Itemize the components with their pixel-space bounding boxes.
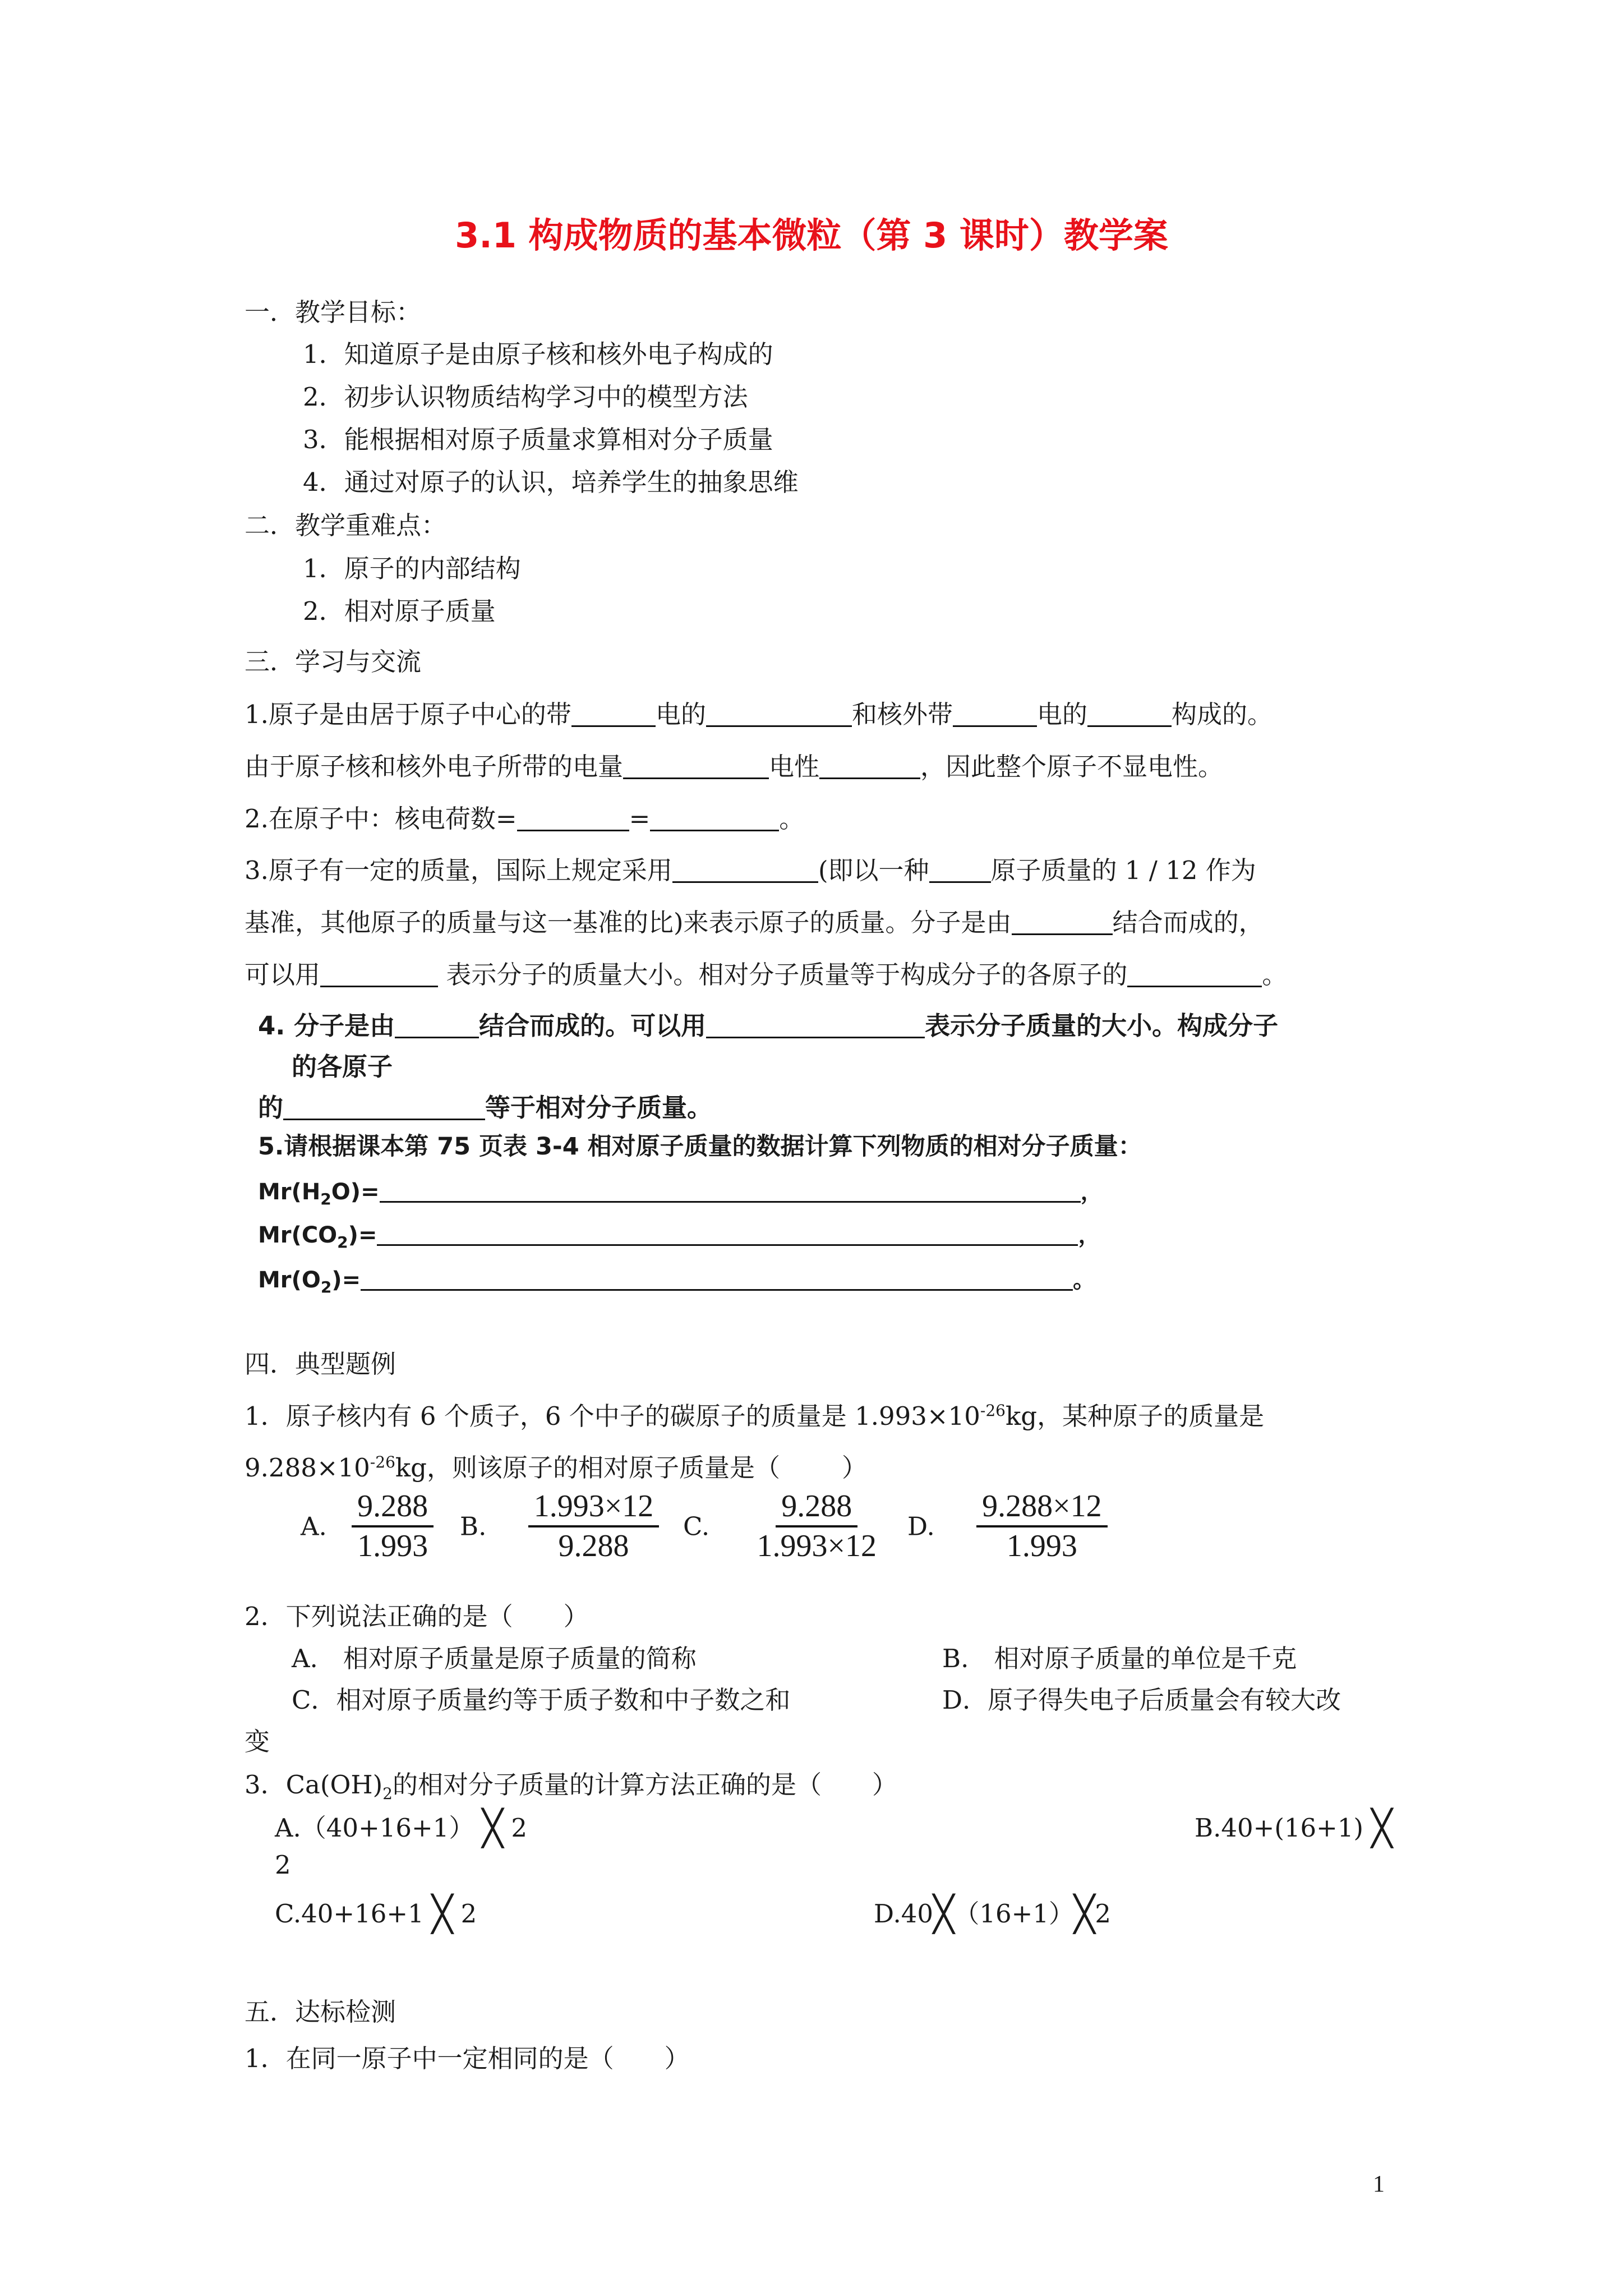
example-1-line2: $9.288\times 10^{-26}kg$，则该原子的相对原子质量是（ ） — [245, 1453, 867, 1483]
example-2: 2．下列说法正确的是（ ） — [245, 1602, 589, 1631]
question-3-2: 2.在原子中：核电荷数= = 。 — [245, 804, 805, 834]
objective-item: 3．能根据相对原子质量求算相对分子质量 — [303, 425, 773, 454]
multiply-icon: ╳ — [1371, 1807, 1393, 1848]
mr-o2-line: $Mr(O_2)=$ 。 — [258, 1267, 1096, 1296]
example-3-option-c: C.40+16+1 ╳ 2 — [275, 1893, 477, 1934]
question-3-3-line2: 基准，其他原子的质量与这一基准的比)来表示原子的质量。分子是由 结合而成的， — [245, 908, 1264, 937]
example-1-option-c: C. $\frac{9.288}{1.993\times 12}$ — [683, 1489, 877, 1564]
section-heading-study: 三．学习与交流 — [245, 647, 422, 677]
page-title: 3.1 构成物质的基本微粒（第 3 课时）教学案 — [455, 215, 1168, 256]
example-3-option-a: A.（40+16+1） ╳ 2 — [275, 1807, 527, 1849]
mr-co2-line: $Mr(CO_2)=$ ， — [258, 1222, 1101, 1251]
objective-item: 2．初步认识物质结构学习中的模型方法 — [303, 382, 748, 412]
multiply-icon: ╳ — [933, 1893, 955, 1935]
multiply-icon: ╳ — [482, 1807, 504, 1849]
example-3-option-d: D.40╳（16+1）╳2 — [874, 1893, 1111, 1935]
example-3-option-b: B.40+(16+1) ╳ — [1195, 1807, 1393, 1848]
example-2-option-b: B. 相对原子质量的单位是千克 — [942, 1644, 1297, 1673]
question-3-4-line3: 的 等于相对分子质量。 — [258, 1093, 713, 1122]
question-3-1-line1: 1.原子是由居于原子中心的带 电的 和核外带 电的 构成的。 — [245, 700, 1272, 729]
multiply-icon: ╳ — [432, 1893, 453, 1934]
mr-h2o-line: $Mr(H_2O)=$ ， — [258, 1179, 1103, 1208]
question-3-4-line1: 4. 分子是由 结合而成的。可以用 表示分子质量的大小。构成分子 — [258, 1011, 1279, 1041]
example-1-line1: 1．原子核内有 6 个质子，6 个中子的碳原子的质量是 $1.993\times 10^{-26}kg$，某种原子的质量是 — [245, 1401, 1265, 1431]
example-2-option-d: D．原子得失电子后质量会有较大改 — [942, 1685, 1341, 1715]
multiply-icon: ╳ — [1073, 1893, 1095, 1935]
keypoint-item: 1．原子的内部结构 — [303, 554, 521, 583]
check-1: 1．在同一原子中一定相同的是（ ） — [245, 2044, 690, 2073]
example-3-option-b-wrap: 2 — [275, 1850, 291, 1880]
example-1-option-a: A. $\frac{9.288}{1.993}$ — [301, 1488, 434, 1565]
example-2-option-d-wrap: 变 — [245, 1727, 270, 1756]
example-2-option-a: A. 相对原子质量是原子质量的简称 — [292, 1644, 697, 1673]
question-3-4-line2: 的各原子 — [292, 1052, 393, 1082]
keypoint-item: 2．相对原子质量 — [303, 596, 496, 626]
objective-item: 4．通过对原子的认识，培养学生的抽象思维 — [303, 467, 799, 497]
question-3-3-line1: 3.原子有一定的质量，国际上规定采用 (即以一种 原子质量的 1 / 12 作为 — [245, 855, 1256, 885]
question-3-3-line3: 可以用 表示分子的质量大小。相对分子质量等于构成分子的各原子的 。 — [245, 960, 1288, 990]
section-heading-examples: 四．典型题例 — [245, 1349, 396, 1379]
example-2-option-c: C．相对原子质量约等于质子数和中子数之和 — [292, 1685, 791, 1715]
section-heading-keypoints: 二．教学重难点： — [245, 510, 447, 540]
objective-item: 1．知道原子是由原子核和核外电子构成的 — [303, 339, 773, 369]
section-heading-check: 五．达标检测 — [245, 1997, 396, 2027]
example-1-option-d: D. $\frac{9.288\times 12}{1.993}$ — [907, 1488, 1108, 1565]
section-heading-objectives: 一．教学目标： — [245, 297, 422, 327]
example-1-option-b: B. $\frac{1.993\times 12}{9.288}$ — [460, 1488, 659, 1565]
example-3: 3．$Ca(OH)_2$的相对分子质量的计算方法正确的是（ ） — [245, 1770, 897, 1803]
question-3-5: 5.请根据课本第 75 页表 3-4 相对原子质量的数据计算下列物质的相对分子质量： — [258, 1133, 1142, 1161]
page-number: 1 — [1373, 2171, 1385, 2197]
question-3-1-line2: 由于原子核和核外电子所带的电量 电性 ，因此整个原子不显电性。 — [245, 752, 1224, 781]
